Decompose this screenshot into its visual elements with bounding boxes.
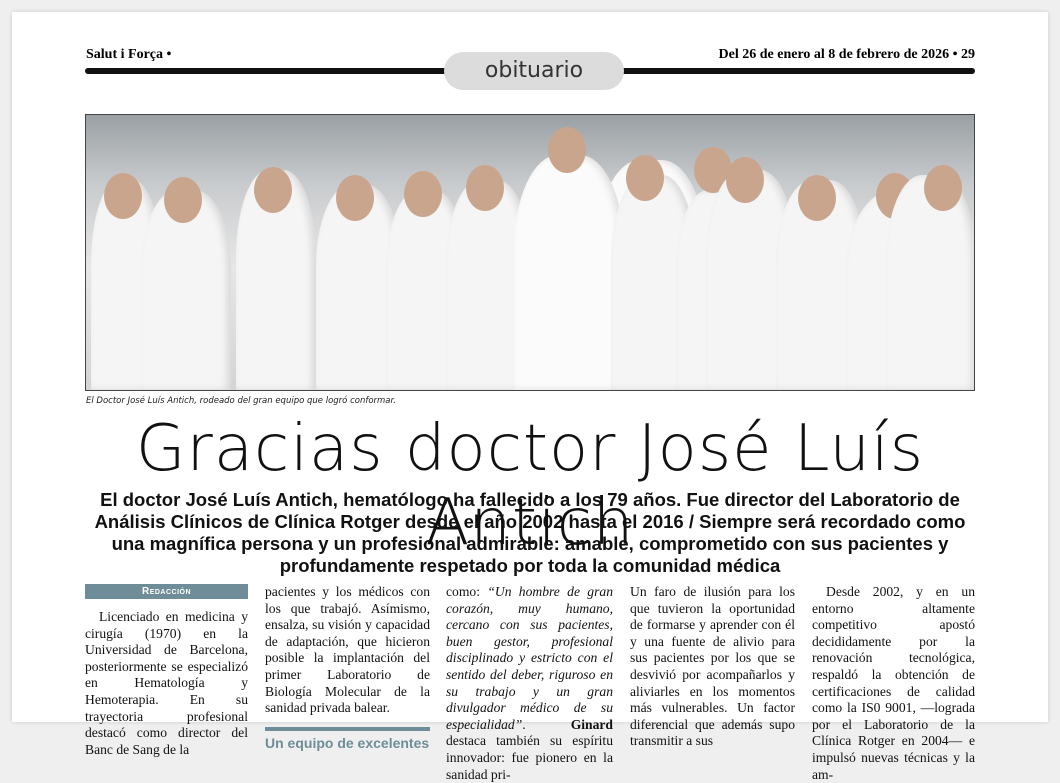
column-text: pacientes y los médicos con los que trabajó. Asímismo, ensalza, su visión y capacidad de adaptación, que hicieron posible la implantación del primer Laboratorio de Biología Molecular de la sanidad privada balear. <box>265 584 430 716</box>
section-subhead: Un equipo de excelentes <box>265 734 430 751</box>
column-text: destaca también su espíritu innovador: fue pionero en la sanidad pri- <box>446 733 613 782</box>
column-text: Desde 2002, y en un entorno altamente competitivo apostó decididamente por la renovación tecnológica, respaldó la obtención de certificaciones de calidad como la IS0 9001, —lograda por el Laboratorio de la Clínica Rotger en 2004— e impulsó nuevas técnicas y la am- <box>812 584 975 782</box>
column-1 <box>85 584 248 758</box>
byline: Redacción <box>85 584 248 599</box>
section-name: Salut i Força • <box>86 47 172 62</box>
column-2 <box>265 584 430 751</box>
quote: “Un hombre de gran corazón, muy humano, cercano con sus pacientes, buen gestor, profesional disciplinado y estricto con el sentido del deber, riguroso en su trabajo y un gran divulgador médico de su especialidad” <box>446 584 613 732</box>
column-4 <box>630 584 795 750</box>
column-text: Un faro de ilusión para los que tuvieron la oportunidad de formarse y aprender con él y una fuente de alivio para sus pacientes por los que se desvivió por acompañarlos y aliviarles en los momentos más vulnerables. Un factor diferencial que además supo transmitir a sus <box>630 584 795 749</box>
column-text: como: <box>446 584 488 599</box>
column-3: como: “Un hombre de gran corazón, muy humano, cercano con sus pacientes, buen gestor, profesional disciplinado y estricto con el sentido del deber, riguroso en su trabajo y un gran divulgador médico de su especialidad”. Ginard destaca también su espíritu innovador: fue pionero en la sanidad pri- <box>446 584 613 782</box>
article-subtitle: El doctor José Luís Antich, hematólogo ha fallecido a los 79 años. Fue director del Laboratorio de Análisis Clínicos de Clínica Rotger desde el año 2002 hasta el 2016 / Siempre será recordado como una magnífica persona y un profesional admirable: amable, comprometido con sus pacientes y profundamente respetado por toda la comunidad médica <box>94 489 966 576</box>
date-and-page: Del 26 de enero al 8 de febrero de 2026 • 29 <box>718 47 975 62</box>
category-label: obituario <box>444 52 624 90</box>
photo-caption: El Doctor José Luís Antich, rodeado del gran equipo que logró conformar. <box>86 396 396 406</box>
team-photo <box>85 114 975 391</box>
subhead-rule <box>265 727 430 731</box>
column-text: Licenciado en medicina y cirugía (1970) en la Universidad de Barcelona, posteriormente se especializó en Hematología y Hemoterapia. En su trayectoria profesional destacó como director del Banc de Sang de la <box>85 609 248 757</box>
article-title: Gracias doctor José Luís Antich <box>135 412 925 560</box>
column-5 <box>812 584 975 783</box>
person-name: Ginard <box>570 716 613 732</box>
